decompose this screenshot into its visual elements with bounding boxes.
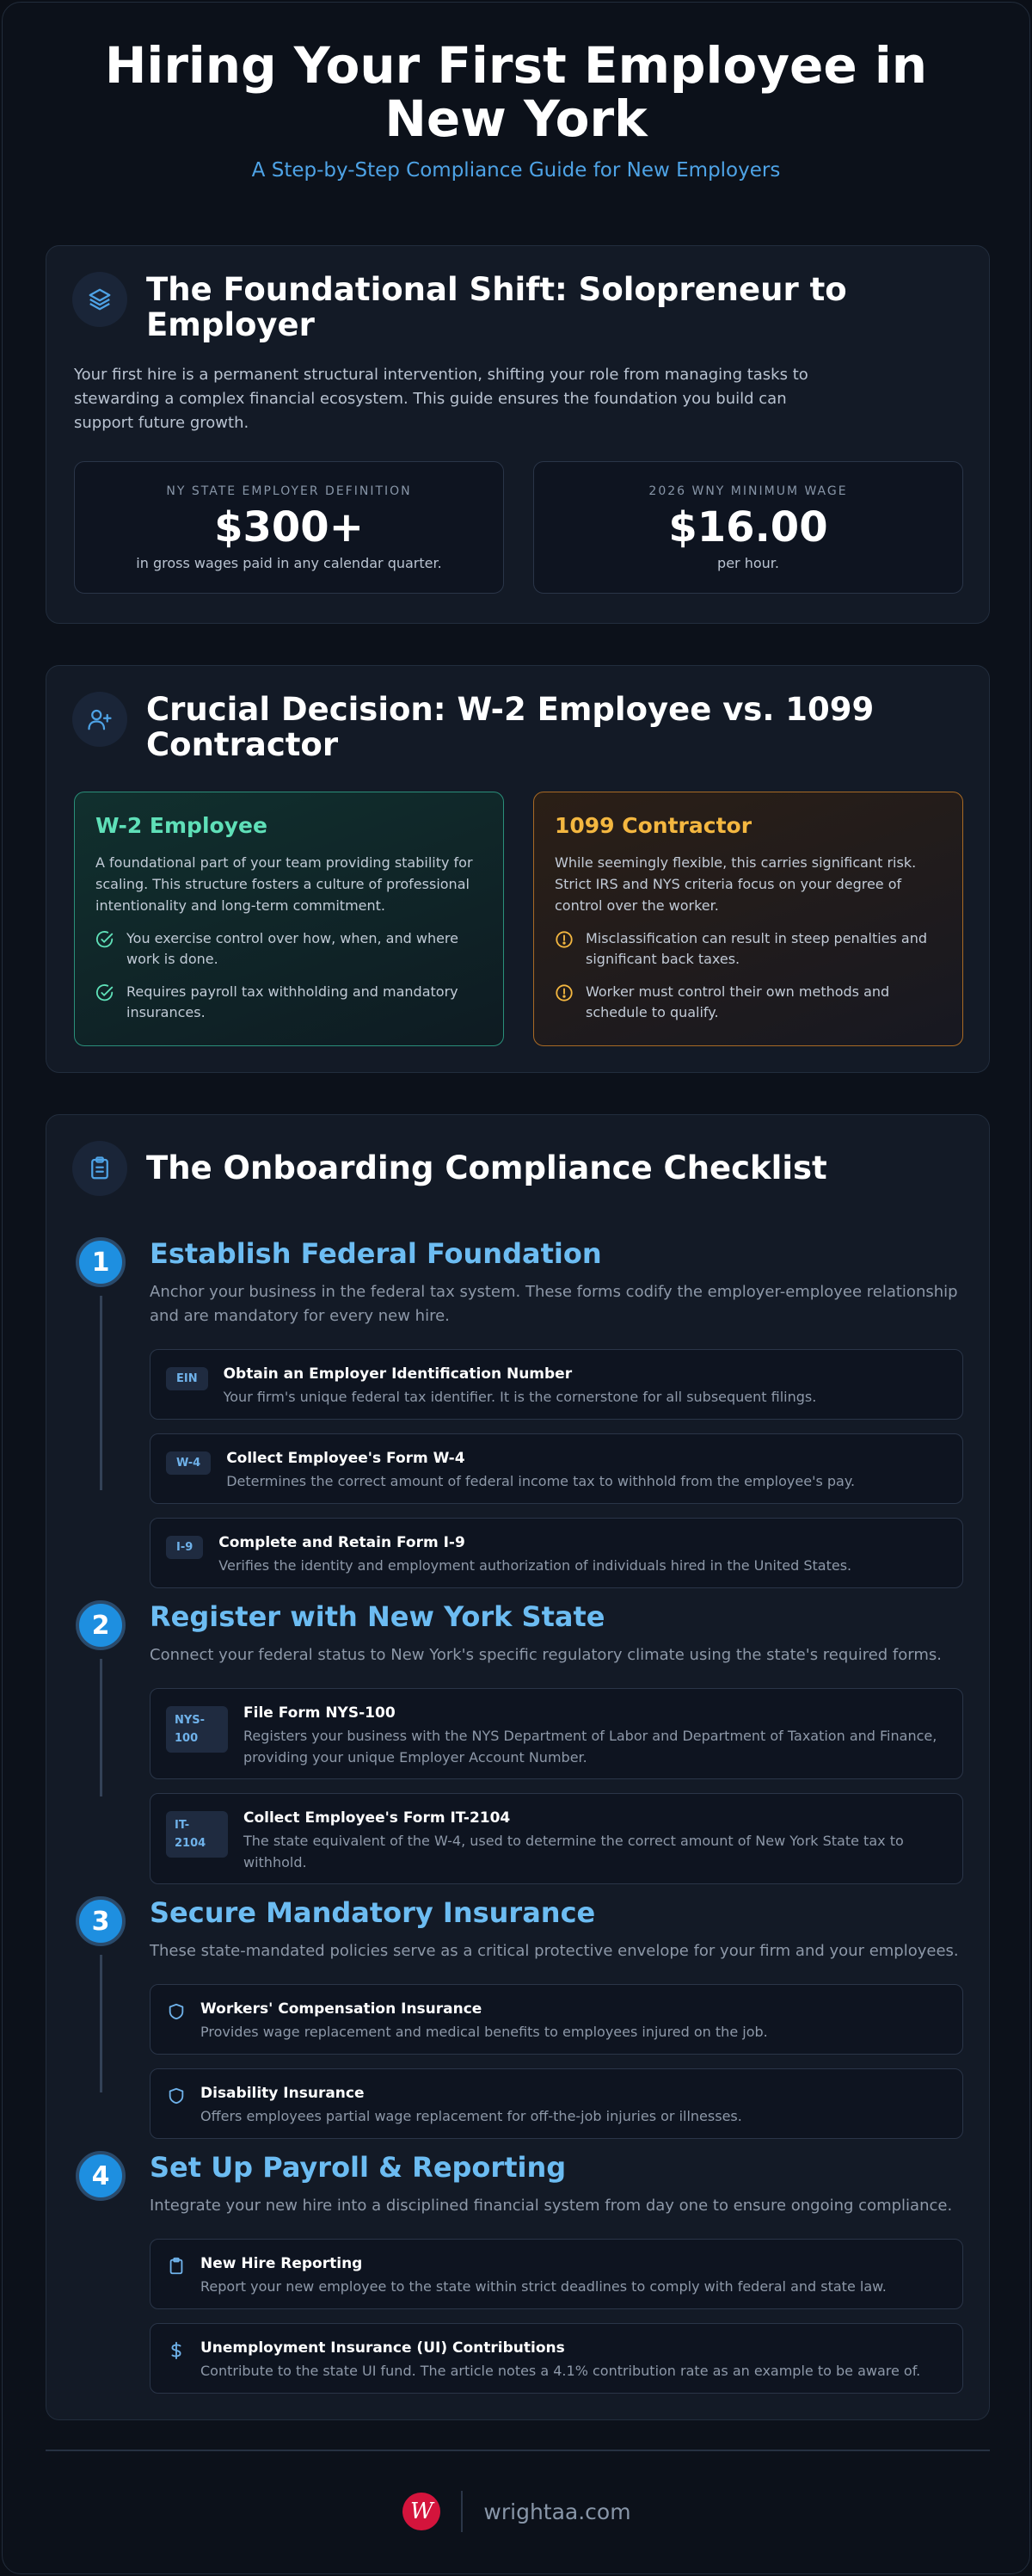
step-title: Establish Federal Foundation xyxy=(150,1237,602,1270)
shield-icon xyxy=(166,2086,187,2105)
stat-minimum-wage xyxy=(533,461,963,594)
item-desc: Your firm's unique federal tax identifier. It is the cornerstone for all subsequent filings. xyxy=(223,1389,817,1405)
step-desc: Integrate your new hire into a disciplined financial system from day one to ensure ongoing compliance. xyxy=(150,2197,953,2215)
step-connector xyxy=(100,1659,102,1796)
checklist-item-it2104 xyxy=(150,1793,963,1884)
form-tag: I-9 xyxy=(166,1536,203,1559)
item-text xyxy=(200,2085,742,2127)
item-text xyxy=(200,2339,920,2382)
step-number: 4 xyxy=(76,2151,126,2201)
alert-circle-icon xyxy=(555,930,574,949)
decision-header xyxy=(72,692,920,762)
footer-divider xyxy=(46,2450,990,2451)
contractor-title: 1099 Contractor xyxy=(555,813,752,838)
item-title: New Hire Reporting xyxy=(200,2255,363,2272)
foundation-title: The Foundational Shift: Solopreneur to Employer xyxy=(146,271,847,343)
step-title: Register with New York State xyxy=(150,1600,605,1633)
decision-card xyxy=(46,665,990,1073)
item-title: File Form NYS-100 xyxy=(243,1704,396,1722)
stat-desc: per hour. xyxy=(717,555,779,571)
item-title: Disability Insurance xyxy=(200,2085,365,2102)
item-title: Collect Employee's Form IT-2104 xyxy=(243,1809,511,1827)
checklist-item-w4 xyxy=(150,1433,963,1504)
clipboard-icon xyxy=(72,1141,127,1196)
contractor-point-text: Misclassification can result in steep penalties and significant back taxes. xyxy=(586,930,928,967)
header xyxy=(3,3,1029,182)
item-desc: Offers employees partial wage replacement for off-the-job injuries or illnesses. xyxy=(200,2108,742,2124)
contractor-point xyxy=(555,982,942,1023)
item-text xyxy=(200,2000,768,2043)
shield-icon xyxy=(166,2002,187,2021)
step-connector xyxy=(100,1955,102,2092)
stat-label: 2026 WNY MINIMUM WAGE xyxy=(648,484,848,498)
contractor-1099-box xyxy=(533,792,963,1046)
w2-point-text: Requires payroll tax withholding and mandatory insurances. xyxy=(126,983,458,1020)
checklist-item-i9 xyxy=(150,1518,963,1588)
footer-separator xyxy=(461,2491,463,2532)
item-text xyxy=(224,1365,817,1408)
user-plus-icon xyxy=(72,692,127,747)
stat-label: NY STATE EMPLOYER DEFINITION xyxy=(166,484,412,498)
foundation-header xyxy=(72,272,920,342)
checklist-item-new-hire-reporting xyxy=(150,2239,963,2309)
stat-desc: in gross wages paid in any calendar quarter. xyxy=(136,555,442,571)
item-text xyxy=(243,1704,947,1768)
w2-point xyxy=(95,928,482,970)
step-desc: These state-mandated policies serve as a critical protective envelope for your firm and your employees. xyxy=(150,1942,959,1960)
form-tag: NYS-100 xyxy=(166,1706,228,1753)
check-circle-icon xyxy=(95,983,114,1002)
item-title: Unemployment Insurance (UI) Contributions xyxy=(200,2339,565,2357)
dollar-icon xyxy=(166,2341,187,2360)
item-text xyxy=(243,1809,947,1873)
item-title: Complete and Retain Form I-9 xyxy=(218,1534,465,1551)
item-text xyxy=(226,1450,855,1492)
infographic-frame xyxy=(2,2,1030,2574)
step-connector xyxy=(100,1296,102,1490)
brand-logo: W xyxy=(402,2493,440,2530)
clipboard-icon xyxy=(166,2257,187,2276)
step-desc: Connect your federal status to New York's specific regulatory climate using the state's required forms. xyxy=(150,1646,942,1664)
checklist-card xyxy=(46,1114,990,2420)
stat-employer-definition xyxy=(74,461,504,594)
step-desc: Anchor your business in the federal tax system. These forms codify the employer-employee relationship and are mandatory for every new hire. xyxy=(150,1283,958,1325)
foundation-intro: Your first hire is a permanent structural intervention, shifting your role from managing tasks to stewarding a complex financial ecosystem. This guide ensures the foundation you build can support future growth. xyxy=(74,366,808,432)
form-tag: EIN xyxy=(166,1367,208,1390)
page-title: Hiring Your First Employee in New York xyxy=(104,36,928,148)
check-circle-icon xyxy=(95,930,114,949)
step-title: Secure Mandatory Insurance xyxy=(150,1896,596,1929)
item-desc: Contribute to the state UI fund. The article notes a 4.1% contribution rate as an example to be aware of. xyxy=(200,2363,921,2379)
layers-icon xyxy=(72,272,127,327)
item-desc: Provides wage replacement and medical benefits to employees injured on the job. xyxy=(200,2024,768,2040)
item-title: Collect Employee's Form W-4 xyxy=(226,1450,465,1467)
item-text xyxy=(218,1534,851,1576)
form-tag: IT-2104 xyxy=(166,1811,228,1858)
footer xyxy=(3,2491,1030,2532)
item-desc: Report your new employee to the state within strict deadlines to comply with federal and state law. xyxy=(200,2278,887,2295)
foundation-card xyxy=(46,245,990,624)
checklist-title: The Onboarding Compliance Checklist xyxy=(146,1149,827,1186)
item-desc: Registers your business with the NYS Department of Labor and Department of Taxation and Finance, providing your unique Employer Account Number. xyxy=(243,1728,937,1766)
item-desc: Verifies the identity and employment authorization of individuals hired in the United States. xyxy=(218,1557,852,1574)
checklist-item-ui-contributions xyxy=(150,2323,963,2394)
stat-value: $16.00 xyxy=(668,503,828,552)
contractor-desc: While seemingly flexible, this carries significant risk. Strict IRS and NYS criteria focus on your degree of control over the worker. xyxy=(555,854,917,914)
item-desc: The state equivalent of the W-4, used to determine the correct amount of New York State tax to withhold. xyxy=(243,1833,904,1870)
step-number: 3 xyxy=(76,1896,126,1946)
checklist-item-ein xyxy=(150,1349,963,1420)
w2-title: W-2 Employee xyxy=(95,813,267,838)
stat-value: $300+ xyxy=(214,503,364,552)
step-title: Set Up Payroll & Reporting xyxy=(150,2151,567,2184)
form-tag: W-4 xyxy=(166,1451,211,1475)
item-text xyxy=(200,2255,887,2297)
page-subtitle: A Step-by-Step Compliance Guide for New Employers xyxy=(251,159,781,182)
checklist-item-nys100 xyxy=(150,1688,963,1779)
checklist-item-disability xyxy=(150,2068,963,2139)
checklist-header xyxy=(72,1141,920,1196)
step-number: 2 xyxy=(76,1600,126,1650)
contractor-point xyxy=(555,928,942,970)
checklist-item-workers-comp xyxy=(150,1984,963,2055)
item-title: Workers' Compensation Insurance xyxy=(200,2000,482,2018)
w2-point-text: You exercise control over how, when, and where work is done. xyxy=(126,930,458,967)
item-desc: Determines the correct amount of federal income tax to withhold from the employee's pay. xyxy=(226,1473,856,1489)
step-number: 1 xyxy=(76,1237,126,1287)
footer-url-link[interactable]: wrightaa.com xyxy=(483,2499,631,2524)
decision-title: Crucial Decision: W-2 Employee vs. 1099 Contractor xyxy=(146,691,875,763)
w2-employee-box xyxy=(74,792,504,1046)
contractor-point-text: Worker must control their own methods and schedule to qualify. xyxy=(586,983,890,1020)
item-title: Obtain an Employer Identification Number xyxy=(223,1365,573,1383)
alert-circle-icon xyxy=(555,983,574,1002)
w2-desc: A foundational part of your team providing stability for scaling. This structure fosters a culture of professional intentionality and long-term commitment. xyxy=(95,854,473,914)
w2-point xyxy=(95,982,482,1023)
